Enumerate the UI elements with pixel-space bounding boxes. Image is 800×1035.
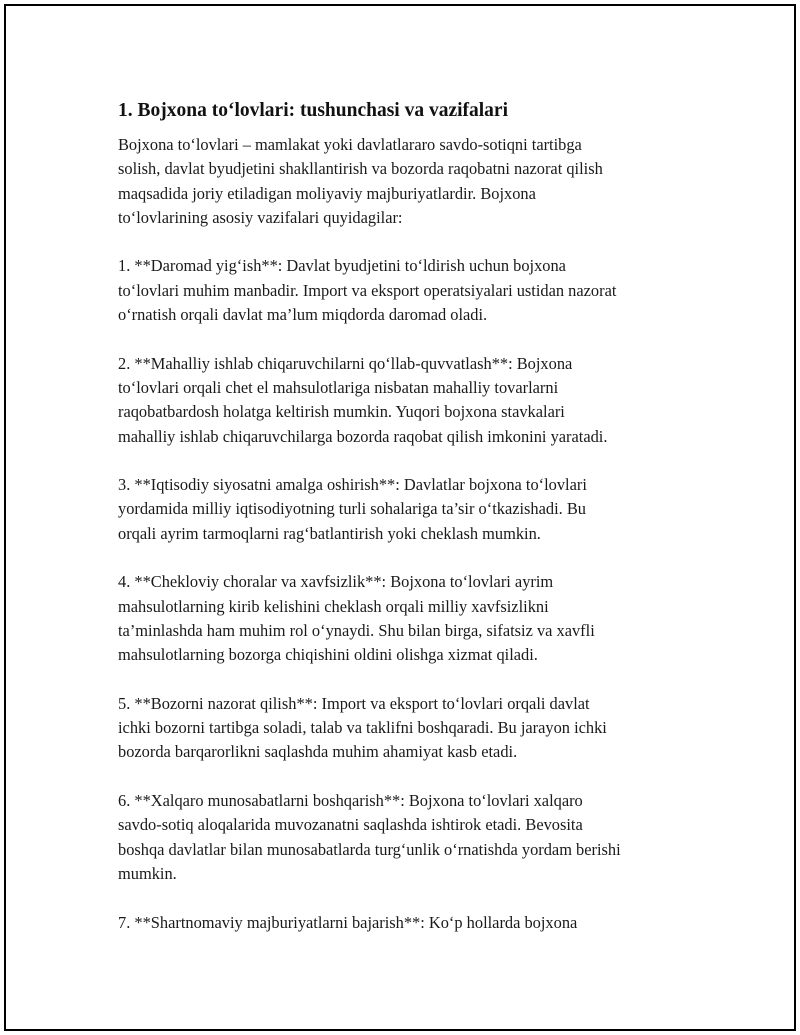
text-line: mahalliy ishlab chiqaruvchilarga bozorda raqobat qilish imkonini yaratadi. [118,426,608,446]
text-line: 5. **Bozorni nazorat qilish**: Import va eksport to‘lovlari orqali davlat [118,693,590,713]
intro-paragraph [118,133,738,230]
text-line: 2. **Mahalliy ishlab chiqaruvchilarni qo‘llab-quvvatlash**: Bojxona [118,353,573,373]
text-line: 1. **Daromad yig‘ish**: Davlat byudjetini to‘ldirish uchun bojxona [118,256,566,276]
list-item-1-paragraph [118,254,738,327]
text-line: Bojxona to‘lovlari – mamlakat yoki davlatlararo savdo-sotiqni tartibga [118,135,582,154]
list-item-4-paragraph [118,570,738,667]
text-line: ta’minlashda ham muhim rol o‘ynaydi. Shu bilan birga, sifatsiz va xavfli [118,620,595,640]
list-item-5-paragraph [118,692,738,765]
list-item-2-paragraph [118,352,738,449]
document-page [4,4,796,1031]
text-line: mumkin. [118,863,177,883]
list-item-6-paragraph [118,789,738,886]
section-heading: 1. Bojxona to‘lovlari: tushunchasi va vazifalari [118,100,509,121]
text-line: savdo-sotiq aloqalarida muvozanatni saqlashda ishtirok etadi. Bevosita [118,815,583,835]
text-line: mahsulotlarning kirib kelishini cheklash orqali milliy xavfsizlikni [118,596,549,616]
text-line: ichki bozorni tartibga soladi, talab va taklifni boshqaradi. Bu jarayon ichki [118,718,607,738]
list-item-3-paragraph [118,473,738,546]
text-line: 6. **Xalqaro munosabatlarni boshqarish**: Bojxona to‘lovlari xalqaro [118,791,583,811]
text-line: orqali ayrim tarmoqlarni rag‘batlantirish yoki cheklash mumkin. [118,523,541,543]
text-line: maqsadida joriy etiladigan moliyaviy majburiyatlardir. Bojxona [118,183,536,203]
text-line: o‘rnatish orqali davlat ma’lum miqdorda daromad oladi. [118,305,488,325]
text-line: to‘lovlari muhim manbadir. Import va eksport operatsiyalari ustidan nazorat [118,280,617,300]
text-line: raqobatbardosh holatga keltirish mumkin. Yuqori bojxona stavkalari [118,402,565,422]
document-body [118,96,738,959]
text-line: bozorda barqarorlikni saqlashda muhim ahamiyat kasb etadi. [118,742,518,762]
text-line: 4. **Chekloviy choralar va xavfsizlik**: Bojxona to‘lovlari ayrim [118,572,554,592]
text-line: mahsulotlarning bozorga chiqishini oldini olishga xizmat qiladi. [118,645,538,665]
list-item-7-paragraph [118,911,738,935]
text-line: boshqa davlatlar bilan munosabatlarda turg‘unlik o‘rnatishda yordam berishi [118,839,621,859]
text-line: yordamida milliy iqtisodiyotning turli sohalariga ta’sir o‘tkazishadi. Bu [118,499,586,519]
text-line: 3. **Iqtisodiy siyosatni amalga oshirish**: Davlatlar bojxona to‘lovlari [118,475,587,495]
text-line: to‘lovlarining asosiy vazifalari quyidagilar: [118,207,403,227]
text-line: solish, davlat byudjetini shakllantirish va bozorda raqobatni nazorat qilish [118,159,603,179]
text-line: 7. **Shartnomaviy majburiyatlarni bajarish**: Ko‘p hollarda bojxona [118,912,578,932]
text-line: to‘lovlari orqali chet el mahsulotlariga nisbatan mahalliy tovarlarni [118,377,559,397]
